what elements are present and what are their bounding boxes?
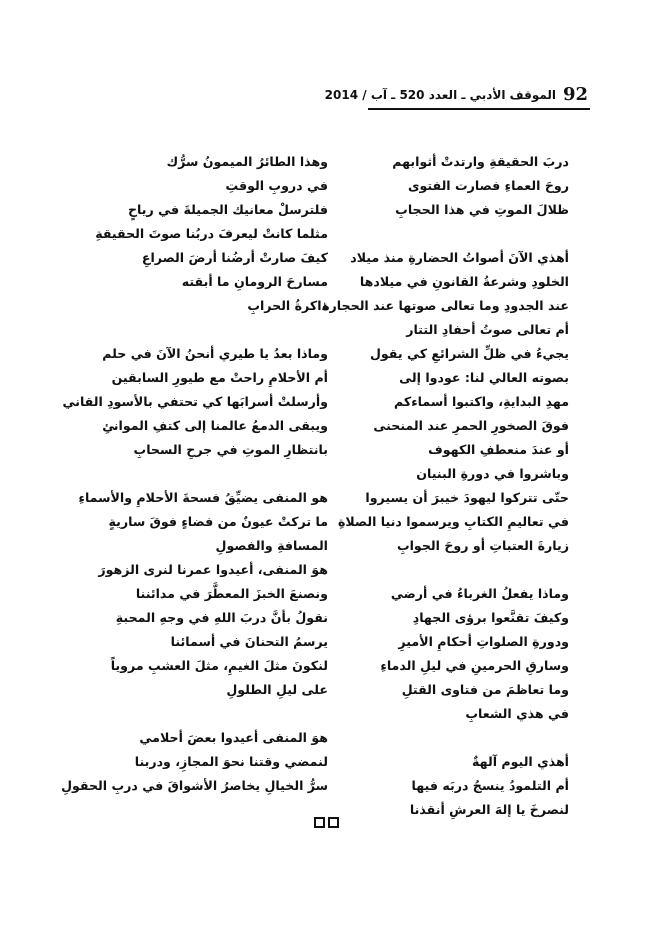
poem-line: هوَ المنفى أعيدوا بعضَ أحلامي xyxy=(139,730,328,745)
poem-line: وماذا بعدُ يا طيري أنحنُ الآنَ في حلم xyxy=(102,346,328,361)
stanza-gap xyxy=(319,222,569,246)
poem-column-left xyxy=(61,150,328,798)
poem-column-right xyxy=(319,150,569,822)
poem-line: مثلما كانتْ ليعرفَ دربُنا صوتَ الحقيقةِ xyxy=(95,226,328,241)
poem-line: أهذي الآنَ أصواتُ الحضارةِ منذ ميلاد xyxy=(350,250,569,265)
poem-line: على ليلِ الطلولِ xyxy=(226,682,328,697)
poem-line: أم التلمودُ ينسجُ دربَه فيها xyxy=(411,778,569,793)
poem-line: في تعاليمِ الكتابِ ويرسموا دنيا الصلاةِ xyxy=(337,514,569,529)
poem-line: ويبقى الدمعُ عالمنا إلى كتفِ الموانئِ xyxy=(102,418,328,433)
stanza-gap xyxy=(88,702,328,726)
poem-line: هو المنفى يضيِّقُ فسحةَ الأحلامِ والأسماءِ xyxy=(78,490,328,505)
end-square-icon xyxy=(328,817,339,828)
poem-line: دربَ الحقيقةِ وارتدتْ أثوابهم xyxy=(392,154,569,169)
poem-line: ونصنعَ الخبزَ المعطَّرَ في مدائننا xyxy=(135,586,328,601)
poem-line: يجيءُ في ظلِّ الشرائعِ كي يقول xyxy=(369,346,569,361)
end-mark xyxy=(314,817,344,829)
poem-line: بانتظارِ الموتِ في جرحِ السحابِ xyxy=(133,442,328,457)
poem-line: لنكونَ مثلَ الغيمِ، مثلَ العشبِ مروياً xyxy=(110,658,328,673)
poem-line: هوَ المنفى، أعيدوا عمرنا لنرى الزهورَ xyxy=(98,562,328,577)
poem-line: في هذي الشعابِ xyxy=(465,706,569,721)
poem-line: وأرسلتْ أسرابَها كي تحتفي بالأسودِ القاني xyxy=(62,394,328,409)
end-square-icon xyxy=(314,817,325,828)
poem-line: سرُّ الخيالِ يخاصرُ الأشواقَ في دربِ الحقولِ xyxy=(61,778,328,793)
poem-line: كيفَ صارتْ أرضُنا أرضَ الصراعِ xyxy=(141,250,328,265)
journal-issue-line: الموقف الأدبي ـ العدد 520 ـ آب / 2014 xyxy=(324,88,556,102)
header-rule xyxy=(368,108,590,110)
poem-line: ذاكرةُ الحرابِ xyxy=(247,298,328,313)
stanza-gap xyxy=(88,462,328,486)
stanza-gap xyxy=(319,726,569,750)
poem-line: وماذا يفعلُ الغرباءُ في أرضي xyxy=(390,586,569,601)
poem-line: مسارحَ الرومانِ ما أبقته xyxy=(181,274,328,289)
poem-line: بصوته العالي لنا: عودوا إلى xyxy=(399,370,569,385)
poem-line: روحَ العماءِ فصارت الفتوى xyxy=(407,178,569,193)
poem-line: وهذا الطائرُ الميمونُ سرُّك xyxy=(166,154,328,169)
stanza-gap xyxy=(319,558,569,582)
poem-line: في دروبِ الوقتِ xyxy=(225,178,328,193)
poem-line: لنصرخَ يا إلهَ العرشِ أنقذنا xyxy=(409,802,569,817)
poem-line: ما تركتْ عيونٌ من فضاءٍ فوقَ ساريةٍ xyxy=(108,514,328,529)
poem-line: ظلالَ الموتِ في هذا الحجابِ xyxy=(395,202,569,217)
poem-line: وسارقِ الحرمينِ في ليلِ الدماءِ xyxy=(380,658,569,673)
poem-line: نقولُ بأنَّ دربَ اللهِ في وجهِ المحبةِ xyxy=(115,610,328,625)
poem-line: وباشروا في دورةِ البنيان xyxy=(416,466,569,481)
poem-line: وما تعاظمَ من فتاوى القتلِ xyxy=(401,682,569,697)
poem-line: فوقَ الصخورِ الحمرِ عند المنحنى xyxy=(373,418,569,433)
poem-line: مهدِ البدايةِ، واكتبوا أسماءكم xyxy=(394,394,569,409)
running-header xyxy=(324,84,592,108)
poem-line: وكيفَ تقنَّعوا برؤى الجهادِ xyxy=(412,610,569,625)
poem-line: أم تعالى صوتُ أحفادِ التتار xyxy=(406,322,569,337)
page-number: 92 xyxy=(562,84,588,105)
poem-line: ودورةِ الصلواتِ أحكامِ الأميرِ xyxy=(398,634,569,649)
poem-line: يرسمُ التحنانَ في أسمائنا xyxy=(170,634,328,649)
poem-line: الخلودِ وشرعةُ القانونِ في ميلادها xyxy=(359,274,569,289)
poem-line: زيارةَ العتباتِ أو روحَ الجوابِ xyxy=(396,538,569,553)
poem-line: أهذي اليوم آلهةٌ xyxy=(472,754,569,769)
poem-line: فلترسلْ معانيك الجميلةَ في رياحٍ xyxy=(127,202,328,217)
stanza-gap xyxy=(88,318,328,342)
poem-line: عند الجدودِ وما تعالى صوتها عند الحجارة xyxy=(322,298,569,313)
poem-line: حتّى تتركوا ليهودَ خيبرَ أن يسيروا xyxy=(365,490,569,505)
poem-line: أو عندَ منعطفِ الكهوف xyxy=(428,442,569,457)
poem-line: أم الأحلامِ راحتْ مع طيورِ السابقين xyxy=(111,370,328,385)
poem-line: لنمضي وقتنا نحوَ المجازِ، ودربنا xyxy=(134,754,328,769)
poem-line: المسافةِ والفصولِ xyxy=(215,538,328,553)
